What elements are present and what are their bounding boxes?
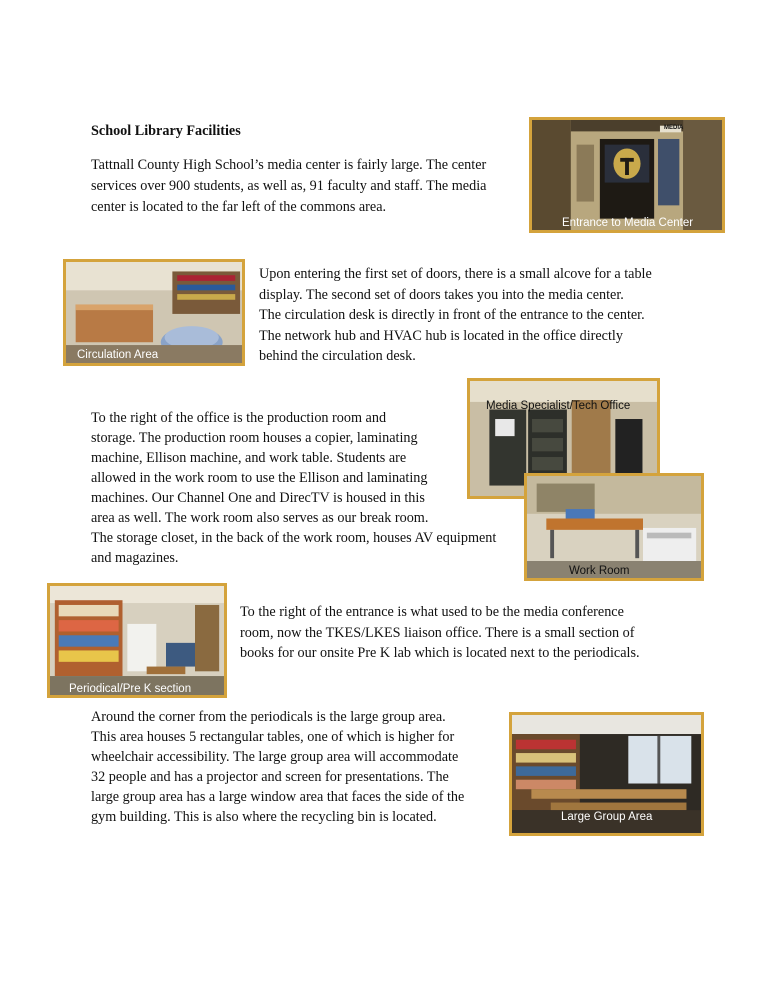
text-line: allowed in the work room to use the Ellison and laminating [91,470,428,486]
text-line: area as well. The work room also serves as our break room. [91,510,429,526]
photo-periodical [47,583,227,698]
photo-circulation [63,259,245,366]
text-line: storage. The production room houses a copier, laminating [91,430,418,446]
photo-caption: Periodical/Pre K section [69,683,192,695]
text-line: To the right of the entrance is what used to be the media conference [240,604,624,620]
text-line: This area houses 5 rectangular tables, one of which is higher for [91,729,455,745]
text-line: room, now the TKES/LKES liaison office. There is a small section of [240,625,635,641]
workroom-photo-graphic [527,476,701,578]
text-line: To the right of the office is the production room and [91,410,387,426]
text-line: books for our onsite Pre K lab which is located next to the periodicals. [240,645,640,661]
text-line: large group area has a large window area that faces the side of the [91,789,465,805]
photo-caption: Work Room [569,565,630,577]
page-title: School Library Facilities [91,123,241,139]
text-line: 32 people and has a projector and screen for presentations. The [91,769,449,785]
text-line: display. The second set of doors takes you into the media center. [259,287,624,303]
text-line: Tattnall County High School’s media center is fairly large. The center [91,157,487,173]
text-line: wheelchair accessibility. The large group area will accommodate [91,749,459,765]
text-line: center is located to the far left of the commons area. [91,199,387,215]
photo-caption: Large Group Area [561,811,653,823]
periodical-photo-graphic [50,586,224,695]
sign-label: MEDIA [664,125,684,131]
text-line: machines. Our Channel One and DirecTV is housed in this [91,490,425,506]
text-line: and magazines. [91,550,179,566]
photo-caption: Media Specialist/Tech Office [486,400,631,412]
text-line: The circulation desk is directly in front of the entrance to the center. [259,307,645,323]
photo-entrance [529,117,725,233]
text-line: The storage closet, in the back of the work room, houses AV equipment [91,530,497,546]
text-line: gym building. This is also where the recycling bin is located. [91,809,437,825]
text-line: machine, Ellison machine, and work table. Students are [91,450,407,466]
photo-workroom [524,473,704,581]
photo-caption: Circulation Area [77,349,159,361]
text-line: Upon entering the first set of doors, there is a small alcove for a table [259,266,652,282]
text-line: Around the corner from the periodicals is the large group area. [91,709,446,725]
text-line: services over 900 students, as well as, 91 faculty and staff. The media [91,178,487,194]
text-line: The network hub and HVAC hub is located in the office directly [259,328,623,344]
photo-caption: Entrance to Media Center [562,217,694,229]
photo-group [509,712,704,836]
text-line: behind the circulation desk. [259,348,416,364]
entrance-photo-graphic [532,120,722,230]
